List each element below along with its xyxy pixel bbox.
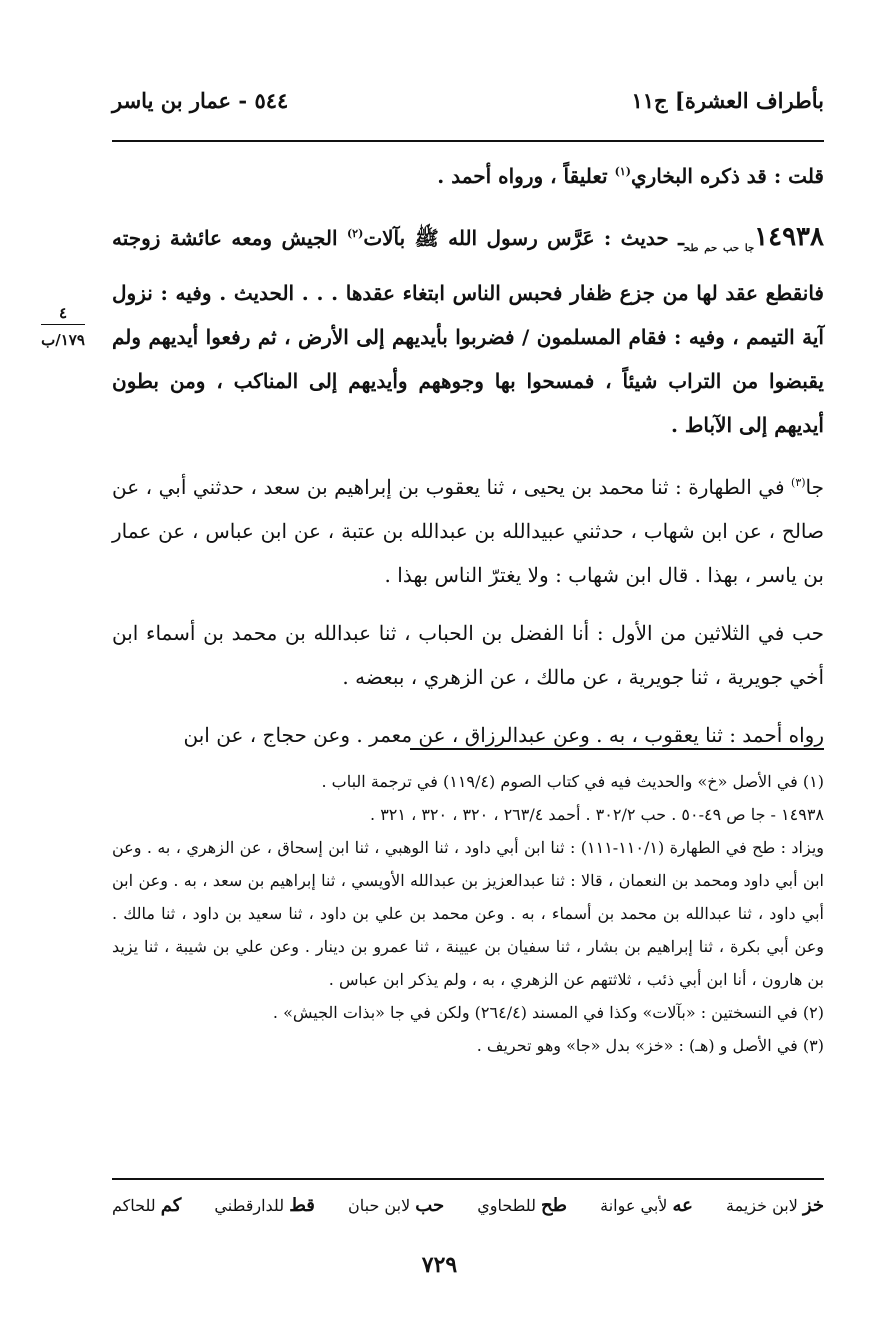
abbrev-item xyxy=(600,1186,693,1226)
footnote-2: (٢) في النسختين : «بآلات» وكذا في المسند (٢٦٤/٤) ولكن في جا «بذات الجيش» . xyxy=(272,1003,824,1022)
abbreviation-key xyxy=(112,1186,824,1226)
abbrev-code: قط xyxy=(289,1195,315,1216)
intro-paragraph xyxy=(112,150,824,198)
footnote-additions: ويزاد : طح في الطهارة (١١٠/١-١١١) : ثنا ابن أبي داود ، ثنا الوهبي ، ثنا ابن إسحاق ، عن الزهري ، به . وعن ابن أبي داود ومحمد بن النعمان ، قالا : ثنا عبدالعزيز بن عبدالله الأويسي ، ثنا إبراهيم بن سعد ، به . وعن ابن أبي داود ، ثنا عبدالله بن محمد بن أسماء ، به . وعن محمد بن علي بن داود ، ثنا سعيد بن داود ، ثنا مالك . وعن أبي بكرة ، ثنا إبراهيم بن بشار ، ثنا سفيان بن عيينة ، ثنا عمرو بن دينار . وعن علي بن شيبة ، ثنا يزيد بن هارون ، أنا ابن أبي ذئب ، ثلاثتهم عن الزهري ، به ، ولم يذكر ابن عباس . xyxy=(112,838,825,989)
page-number: ٧٢٩ xyxy=(421,1252,458,1278)
abbrev-code: كم xyxy=(160,1195,182,1216)
header-chapter-title: ٥٤٤ - عمار بن ياسر xyxy=(112,87,289,113)
header-volume-title: بأطراف العشرة] ج١١ xyxy=(631,87,824,113)
abbreviation-rule xyxy=(112,1178,824,1180)
hadith-text-a: ـ حديث : عَرَّس رسول الله ﷺ بآلات xyxy=(363,226,684,250)
abbrev-item xyxy=(348,1186,444,1226)
abbrev-code: حب xyxy=(415,1195,445,1216)
abbrev-item xyxy=(112,1186,181,1226)
intro-text: قلت : قد ذكره البخاري xyxy=(630,164,824,188)
manuscript-folio-note xyxy=(28,302,98,351)
main-text xyxy=(112,150,824,771)
abbrev-code: عه xyxy=(672,1195,693,1216)
footnote-sources: ١٤٩٣٨ - جا ص ٤٩-٥٠ . حب ٣٠٢/٢ . أحمد ٢٦٣/٤ ، ٣٢٠ ، ٣٢٠ ، ٣٢١ . xyxy=(370,805,824,824)
hadith-text-b: الجيش ومعه عائشة زوجته فانقطع عقد لها من جزع ظفار فحبس الناس ابتغاء عقدها . . . الحديث . وفيه : نزول آية التيمم ، وفيه : فقام المسلمون / فضربوا بأيديهم إلى الأرض ، ثم رفعوا أيديهم ولم يقبضوا من التراب شيئاً ، فمسحوا بها وجوههم وأيديهم إلى المناكب ، ومن بطون أيديهم إلى الآباط . xyxy=(112,226,824,437)
chain-ja-text: في الطهارة : ثنا محمد بن يحيى ، ثنا يعقوب بن إبراهيم بن سعد ، حدثني أبي ، عن صالح ، عن ابن شهاب ، حدثني عبيدالله بن عبدالله بن عتبة ، عن ابن عباس ، عن عمار بن ياسر ، بهذا . قال ابن شهاب : ولا يغترّ الناس بهذا . xyxy=(112,475,824,587)
footnotes xyxy=(112,765,824,1062)
hadith-number: ١٤٩٣٨ xyxy=(754,222,824,252)
margin-folio: ١٧٩/ب xyxy=(41,331,85,349)
abbrev-label: للدارقطني xyxy=(214,1196,285,1215)
footnote-ref-1: (١) xyxy=(614,165,631,178)
abbrev-item xyxy=(214,1186,314,1226)
hadith-sigla: جا حب حم طح xyxy=(683,243,755,254)
chain-paragraph-hb: حب في الثلاثين من الأول : أنا الفضل بن الحباب ، ثنا عبدالله بن محمد بن أسماء ابن أخي جويرية ، ثنا جويرية ، عن مالك ، عن الزهري ، ببعضه . xyxy=(112,621,824,689)
footnote-ref-2: (٢) xyxy=(346,227,364,240)
abbrev-code: طح xyxy=(541,1195,567,1216)
intro-text-rest: تعليقاً ، ورواه أحمد . xyxy=(437,164,615,188)
abbrev-label: لأبي عوانة xyxy=(600,1196,668,1215)
abbrev-label: لابن حبان xyxy=(348,1196,411,1215)
abbrev-label: للحاكم xyxy=(112,1196,156,1215)
chain-paragraph-ahmad: رواه أحمد : ثنا يعقوب ، به . وعن عبدالرزاق ، عن معمر . وعن حجاج ، عن ابن xyxy=(183,723,824,747)
header-rule xyxy=(112,140,824,142)
footnote-ref-3: (٣) xyxy=(791,476,806,489)
running-header xyxy=(112,80,824,120)
footnote-1: (١) في الأصل «خ» والحديث فيه في كتاب الصوم (١١٩/٤) في ترجمة الباب . xyxy=(321,772,824,791)
chain-ja-sigil: جا xyxy=(805,475,824,499)
abbrev-code: خز xyxy=(802,1195,824,1216)
abbrev-item xyxy=(726,1186,824,1226)
abbrev-label: للطحاوي xyxy=(477,1196,536,1215)
chain-paragraph-ja xyxy=(112,461,824,597)
abbrev-label: لابن خزيمة xyxy=(726,1196,798,1215)
hadith-paragraph xyxy=(112,212,824,447)
footnote-rule xyxy=(410,748,824,750)
footnote-3: (٣) في الأصل و (هـ) : «خز» بدل «جا» وهو تحريف . xyxy=(476,1036,824,1055)
margin-number: ٤ xyxy=(41,302,85,325)
abbrev-item xyxy=(477,1186,567,1226)
